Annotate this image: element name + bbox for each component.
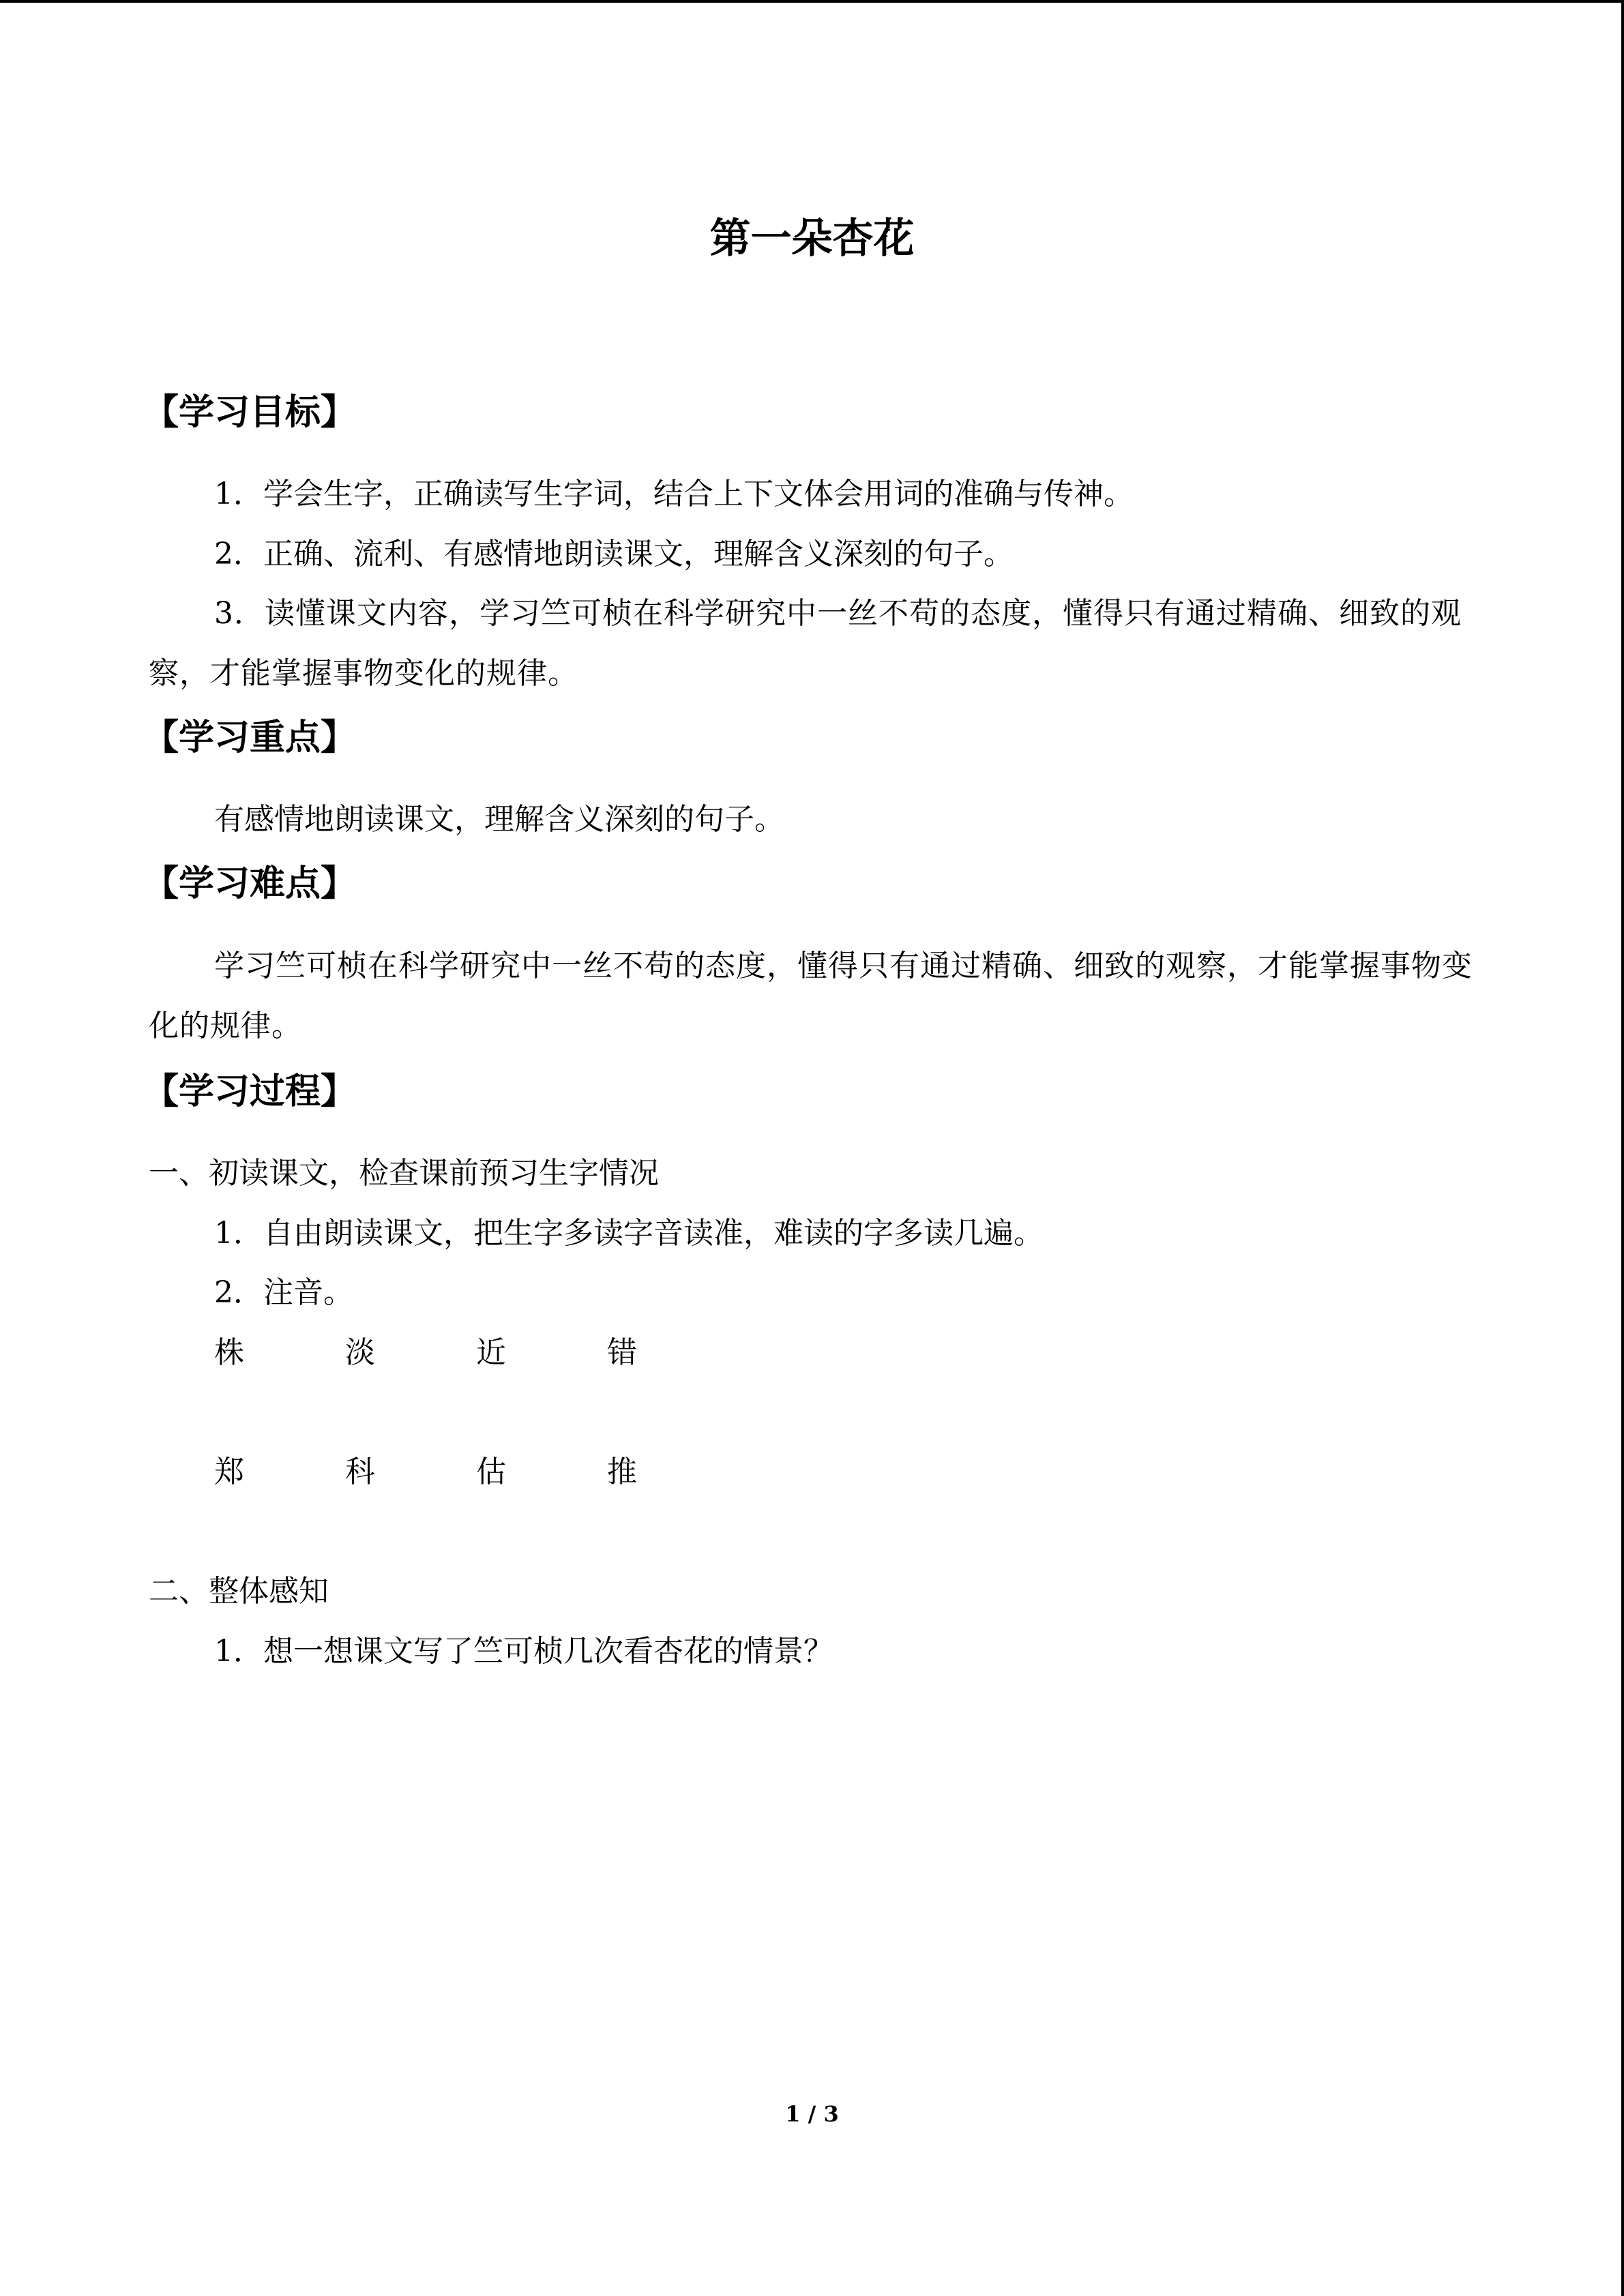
char-item: 估 [476, 1455, 506, 1489]
pinyin-char-row-2 [214, 1452, 738, 1493]
process-part2-item1: 1．想一想课文写了竺可桢几次看杏花的情景？ [214, 1634, 833, 1669]
difficulties-text: 学习竺可桢在科学研究中一丝不苟的态度，懂得只有通过精确、细致的观察，才能掌握事物变化的规律。 [149, 949, 1473, 1043]
char-item: 郑 [214, 1455, 244, 1489]
process-part1-item1: 1．自由朗读课文，把生字多读字音读准，难读的字多读几遍。 [214, 1216, 1044, 1251]
process-part1-item2: 2．注音。 [214, 1275, 353, 1310]
char-item: 淡 [345, 1335, 375, 1370]
pinyin-char-row-1 [214, 1332, 738, 1373]
section-heading-difficulties: 【学习难点】 [143, 863, 357, 904]
char-item: 科 [345, 1455, 375, 1489]
section-heading-goals: 【学习目标】 [143, 392, 357, 433]
page-top-border [0, 0, 1624, 3]
goal-item-3: 3．读懂课文内容，学习竺可桢在科学研究中一丝不苟的态度，懂得只有通过精确、细致的观察，才能掌握事物变化的规律。 [149, 596, 1462, 691]
process-part2-title: 二、整体感知 [149, 1574, 329, 1609]
process-part1-title: 一、初读课文，检查课前预习生字情况 [149, 1156, 659, 1191]
page-right-border [1621, 0, 1624, 2296]
section-heading-key-points: 【学习重点】 [143, 717, 357, 758]
goal-item-1: 1．学会生字，正确读写生字词，结合上下文体会用词的准确与传神。 [214, 477, 1134, 511]
char-item: 错 [607, 1335, 637, 1370]
key-points-text: 有感情地朗读课文，理解含义深刻的句子。 [214, 802, 784, 837]
section-heading-process: 【学习过程】 [143, 1071, 357, 1112]
char-item: 株 [214, 1335, 244, 1370]
document-title: 第一朵杏花 [709, 215, 915, 263]
char-item: 近 [476, 1335, 506, 1370]
goal-item-2: 2．正确、流利、有感情地朗读课文，理解含义深刻的句子。 [214, 537, 1014, 571]
char-item: 推 [607, 1455, 637, 1489]
page-number: 1 / 3 [785, 2101, 839, 2127]
